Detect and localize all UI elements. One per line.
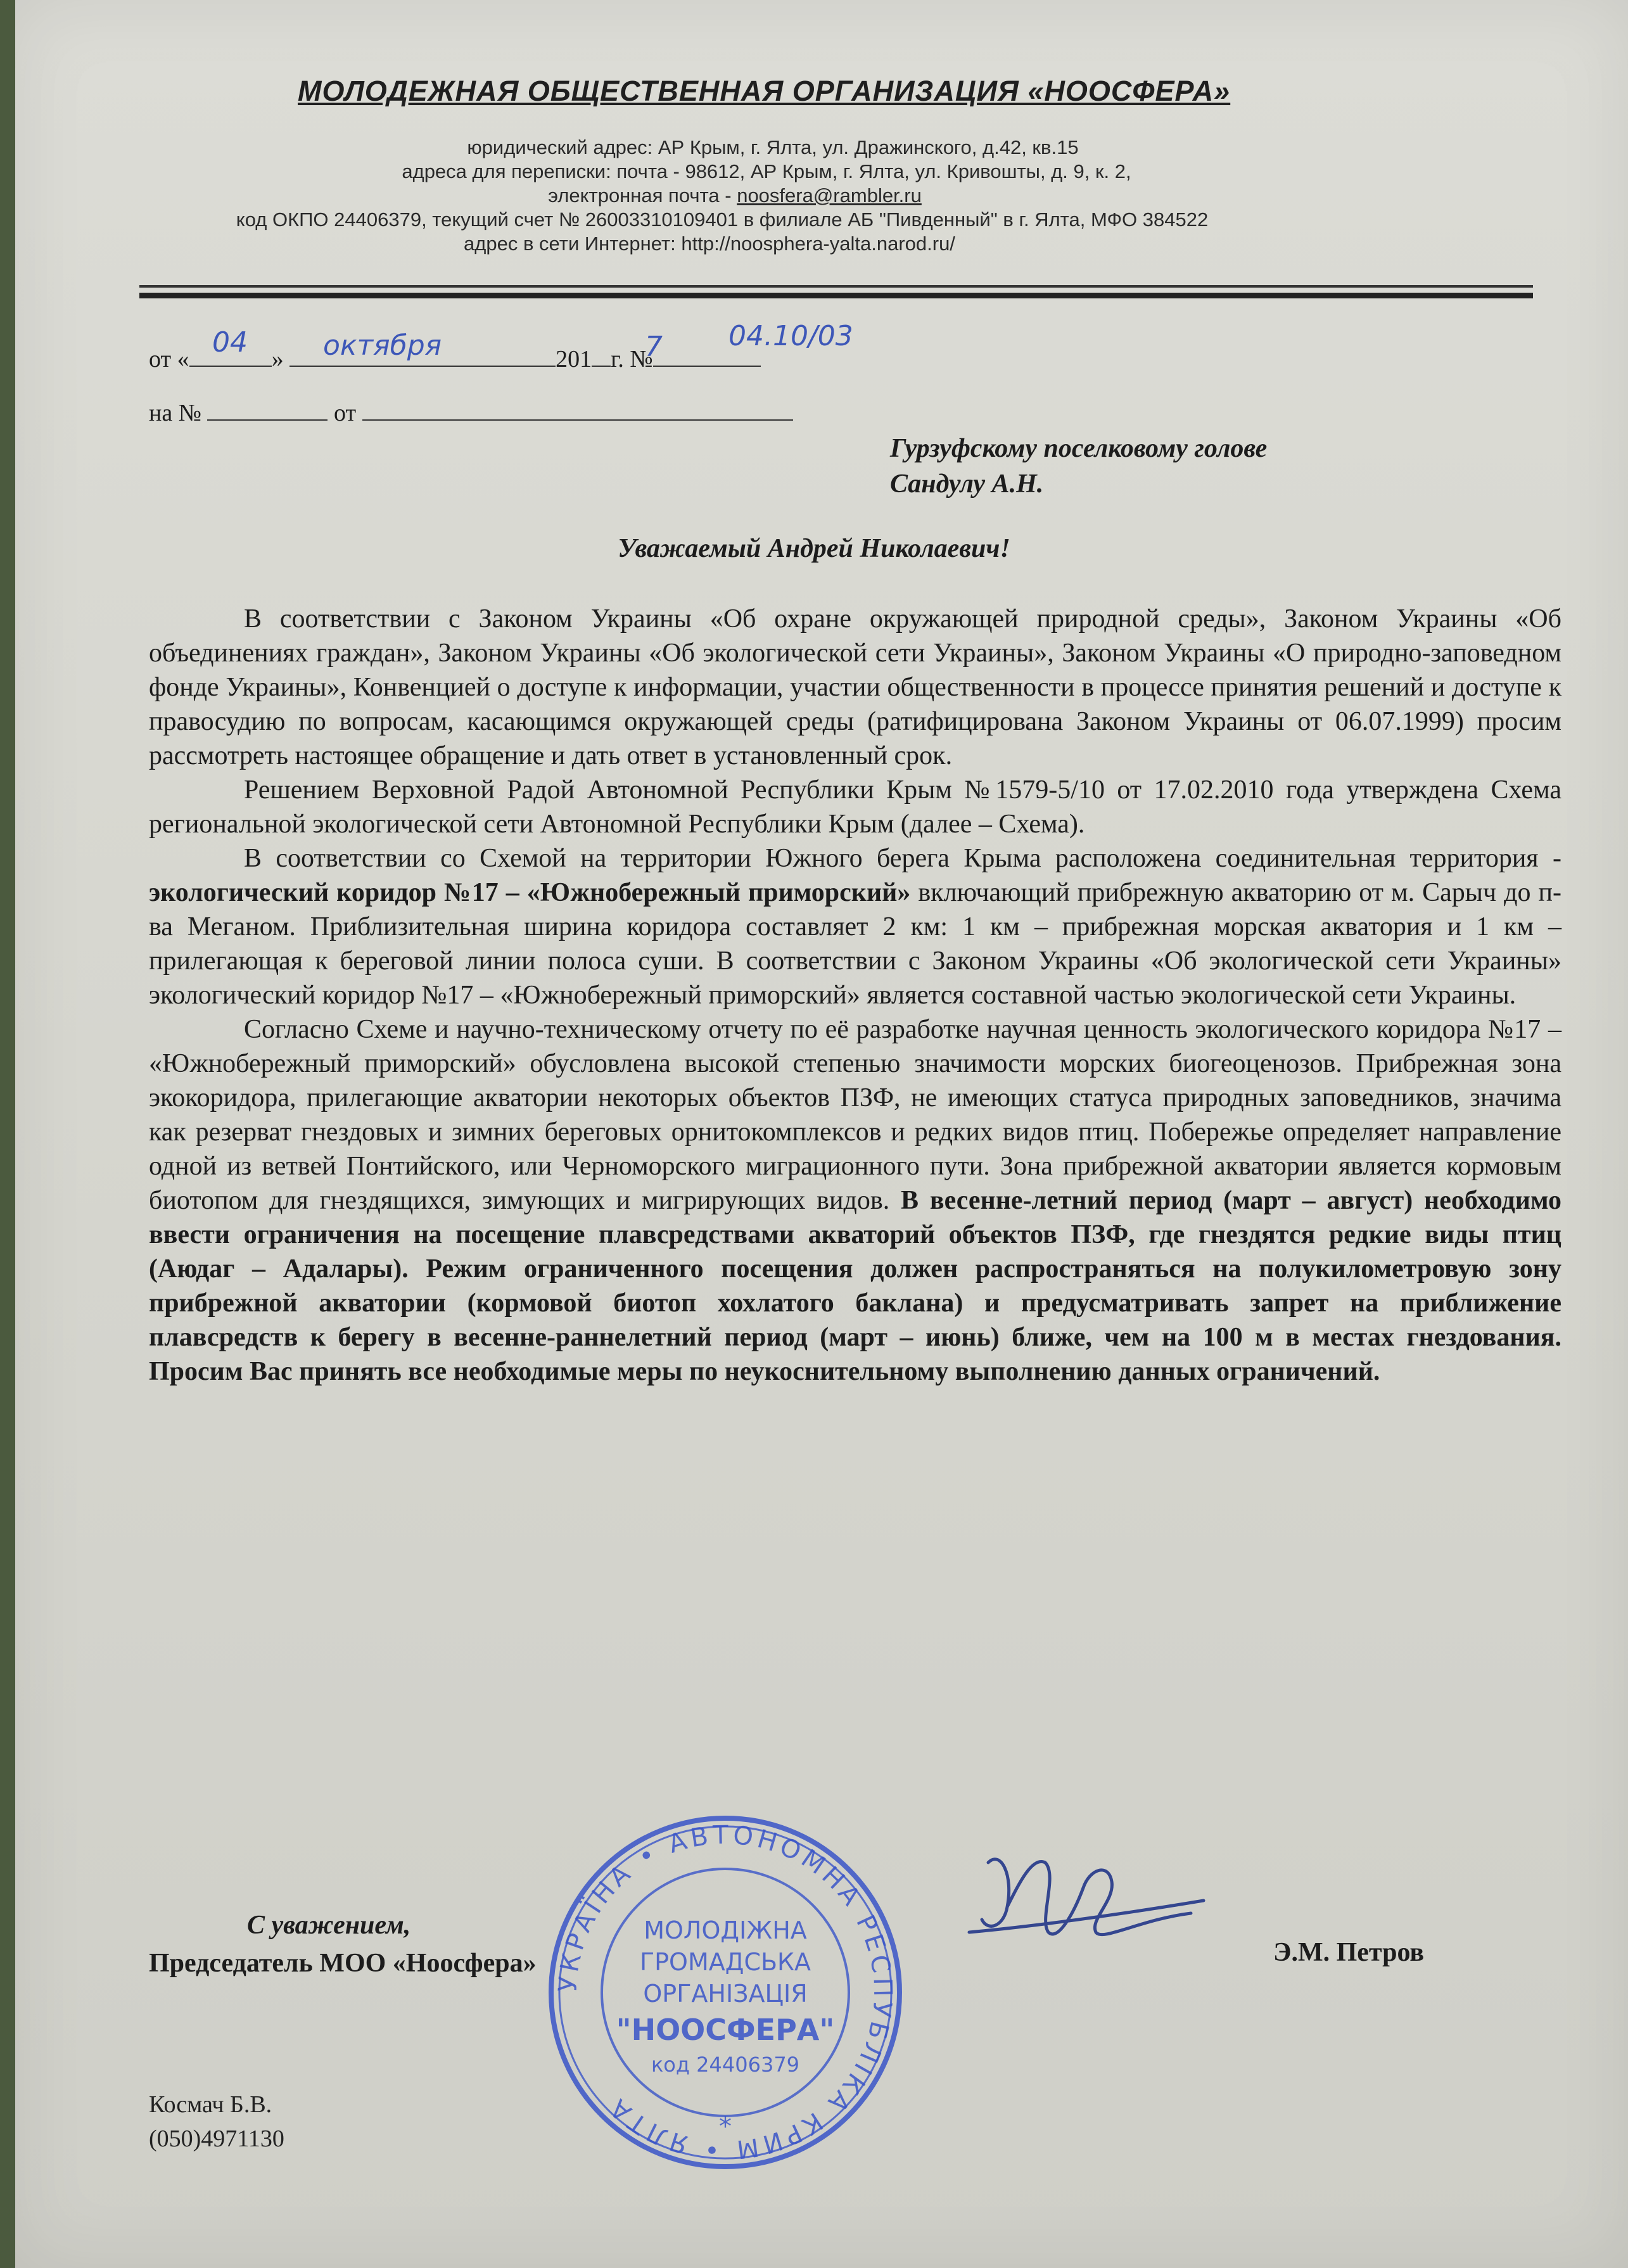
- bank-details: код ОКПО 24406379, текущий счет № 26003310109401 в филиале АБ "Пивденный" в г. Ялта, МФО 384522: [236, 208, 1209, 231]
- handwritten-month: октября: [323, 329, 442, 362]
- salutation: Уважаемый Андрей Николаевич!: [618, 534, 1010, 563]
- stamp-line-5: код 24406379: [651, 2053, 800, 2077]
- handwritten-day: 04: [212, 326, 248, 359]
- email-line: [101, 184, 1368, 207]
- addressee-name: Сандулу А.Н.: [890, 469, 1044, 499]
- stamp-line-1: МОЛОДІЖНА: [644, 1916, 807, 1944]
- p4-text: Согласно Схеме и научно-техническому отчету по её разработке научная ценность экологического коридора №17 – «Южнобережный приморский» обусловлена высокой степенью значимости морских биогеоценозов. Прибрежная зона экокоридора, прилегающие акватории некоторых объектов ПЗФ, не имеющих статуса природных заповедников, значима как резерват гнездовых и зимних береговых орнитокомплексов и редких видов птиц. Побережье определяет направление одной из ветвей Понтийского, или Черноморского миграционного пути. Зона прибрежной акватории является кормовым биотопом для гнездящихся, зимующих и мигрирующих видов.: [149, 1015, 1561, 1215]
- p3-corridor-name: экологический коридор №17 – «Южнобережный приморский»: [149, 878, 911, 907]
- p3-text-a: В соответствии со Схемой на территории Южного берега Крыма расположена соединительная территория -: [244, 844, 1561, 873]
- year-blank: [592, 347, 611, 367]
- organization-stamp: [545, 1812, 906, 2173]
- p3-text-b: включающий прибрежную акваторию от м. Сарыч до п-ва Меганом. Приблизительная ширина коридора составляет 2 км: 1 км – прибрежная морская акватория и 1 км – прилегающая к береговой линии полоса суши. В соответствии с Законом Украины «Об экологической сети Украины» экологический коридор №17 – «Южнобережный приморский» является составной частью экологической сети Украины.: [149, 878, 1561, 1010]
- day-close: »: [271, 346, 284, 373]
- postal-address: адреса для переписки: почта - 98612, АР Крым, г. Ялта, ул. Кривошты, д. 9, к. 2,: [402, 160, 1131, 182]
- in-reply-date-blank: [362, 400, 793, 421]
- org-title: МОЛОДЕЖНАЯ ОБЩЕСТВЕННАЯ ОРГАНИЗАЦИЯ «НООСФЕРА»: [298, 75, 1231, 107]
- stamp-line-2: ГРОМАДСЬКА: [639, 1948, 811, 1976]
- in-reply-prefix: на №: [149, 400, 201, 426]
- email-label: электронная почта -: [548, 184, 737, 207]
- in-reply-number-blank: [207, 400, 328, 421]
- contact-name: Космач Б.В.: [149, 2091, 272, 2118]
- addressee-title: Гурзуфскому поселковому голове: [890, 434, 1268, 463]
- addressee: [890, 431, 1267, 502]
- stamp-ring-text: УКРАЇНА • АВТОНОМНА РЕСПУБЛІКА КРИМ • ЯЛТА: [553, 1820, 898, 2165]
- paragraph-3: [149, 841, 1561, 1012]
- stamp-line-3: ОРГАНІЗАЦІЯ: [643, 1980, 808, 2008]
- year-suffix: г. №: [611, 346, 653, 373]
- header-rule-thin: [139, 285, 1533, 288]
- regards: С уважением,: [247, 1911, 411, 1940]
- legal-address: юридический адрес: АР Крым, г. Ялта, ул. Дражинского, д.42, кв.15: [467, 136, 1079, 158]
- paragraph-4: [149, 1012, 1561, 1389]
- paragraph-2: Решением Верховной Радой Автономной Республики Крым №1579-5/10 от 17.02.2010 года утверждена Схема региональной экологической сети Автономной Республики Крым (далее – Схема).: [149, 775, 1561, 839]
- header-rule-thick: [139, 293, 1533, 298]
- letter-body: [149, 602, 1561, 1389]
- year-prefix: 201: [556, 346, 592, 373]
- paragraph-1: В соответствии с Законом Украины «Об охране окружающей природной среды», Законом Украины «Об объединениях граждан», Законом Украины «Об экологической сети Украины», Законом Украины «О природно-заповедном фонде Украины», Конвенцией о доступе к информации, участии общественности в процессе принятия решений и доступе к правосудию по вопросам, касающимся окружающей среды (ратифицирована Законом Украины от 06.07.1999) просим рассмотреть настоящее обращение и дать ответ в установленный срок.: [149, 604, 1561, 770]
- email-link[interactable]: noosfera@rambler.ru: [737, 184, 922, 207]
- incoming-reference: [149, 399, 793, 427]
- from-prefix: от «: [149, 346, 189, 373]
- in-reply-from: от: [333, 400, 357, 426]
- handwritten-year-digit: 7: [645, 331, 663, 363]
- contact-phone: (050)4971130: [149, 2125, 284, 2152]
- website: адрес в сети Интернет: http://noosphera-yalta.narod.ru/: [464, 233, 955, 255]
- stamp-star: *: [719, 2112, 732, 2141]
- signatory-position: Председатель МОО «Ноосфера»: [149, 1949, 537, 1978]
- p4-restrictions: В весенне-летний период (март – август) необходимо ввести ограничения на посещение плавсредствами акваторий объектов ПЗФ, где гнездятся редкие виды птиц (Аюдаг – Адалары). Режим ограниченного посещения должен распространяться на полукилометровую зону прибрежной акватории (кормовой биотоп хохлатого баклана) и предусматривать запрет на приближение плавсредств к берегу в весенне-раннелетний период (март – июнь) ближе, чем на 100 м в местах гнездования. Просим Вас принять все необходимые меры по неукоснительному выполнению данных ограничений.: [149, 1186, 1561, 1386]
- contact-block: [149, 2087, 284, 2156]
- stamp-line-4: "НООСФЕРА": [616, 2013, 835, 2047]
- signatory-name: Э.М. Петров: [1273, 1938, 1425, 1967]
- signature-icon: [963, 1837, 1229, 1964]
- handwritten-number: 04.10/03: [728, 320, 853, 352]
